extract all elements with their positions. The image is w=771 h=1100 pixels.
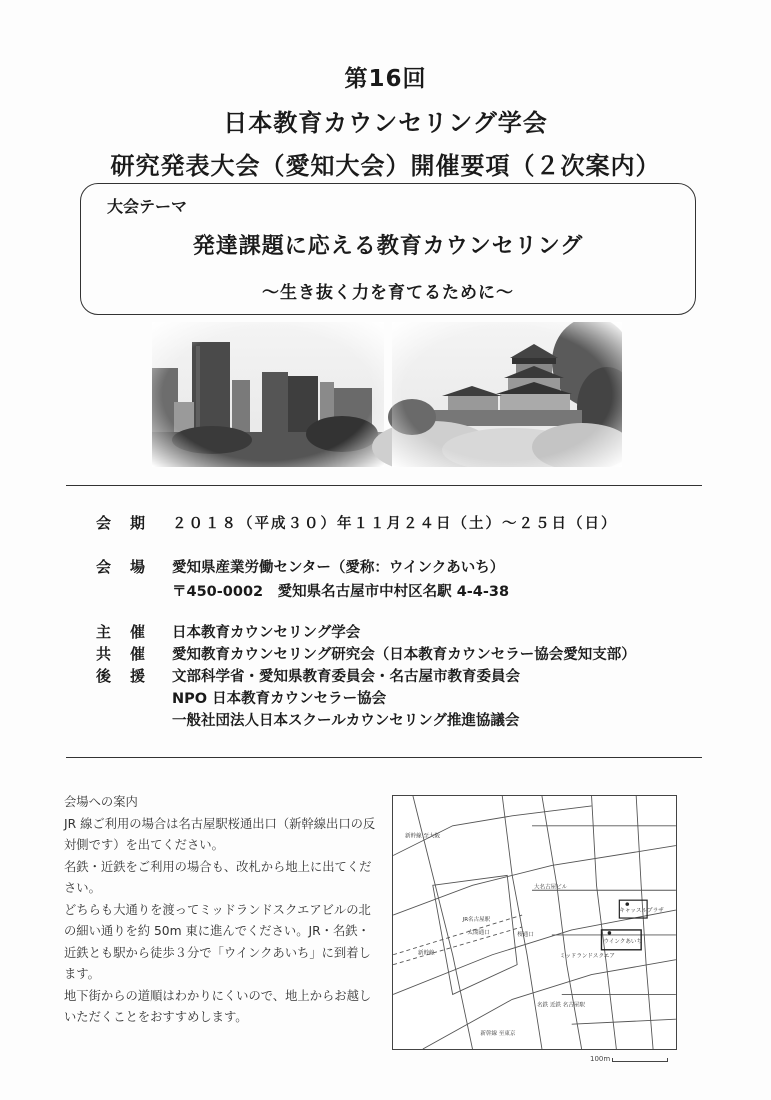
access-guide [64,792,378,1029]
host-value: 日本教育カウンセリング学会 [172,625,361,641]
access-paragraph: どちらも大通りを渡ってミッドランドスクエアビルの北の細い通りを約 50m 東に進んでください。JR・名鉄・近鉄とも駅から徒歩３分で「ウインクあいち」に到着します。 [64,902,371,981]
map-label-meitetsu: 名鉄 近鉄 名古屋駅 [536,1002,585,1009]
map-label-shinkansen-tokyo: 新幹線 至東京 [480,1031,516,1038]
venue-address: 〒450-0002 愛知県名古屋市中村区名駅 4-4-38 [172,584,510,600]
map-label-taiko-exit: 太閤通口 [467,929,490,936]
section-divider-top [66,485,702,486]
society-name: 日本教育カウンセリング学会 [223,109,548,137]
theme-subtitle: 〜生き抜く力を育てるために〜 [262,283,514,303]
venue-map [392,795,677,1050]
map-label-midland: ミッドランドスクエア [559,953,616,960]
theme-box [80,183,696,315]
host-label: 主 催 [96,623,148,641]
theme-title: 発達課題に応える教育カウンセリング [192,234,584,259]
access-paragraph: 地下街からの道順はわかりにくいので、地上からお越しいただくことをおすすめします。 [64,988,372,1024]
period-value: ２０１８（平成３０）年１１月２４日（土）〜２５日（日） [172,516,618,532]
map-scale-bar [612,1058,668,1062]
support-value-3: 一般社団法人日本スクールカウンセリング推進協議会 [172,713,520,729]
theme-label: 大会テーマ [107,197,188,216]
venue-label: 会 場 [96,558,148,576]
map-label-winc: ウインクあいち [603,938,643,945]
venue-name: 愛知県産業労働センター（愛称：ウインクあいち） [172,560,505,576]
cohost-label: 共 催 [96,645,148,663]
support-label: 後 援 [96,667,148,685]
map-label-dai-nagoya: 大名古屋ビル [534,884,568,891]
header-photos [152,322,622,467]
map-label-shinkansen-line: 新幹線 [417,950,435,957]
map-label-castle-plaza: キャッスルプラザ [619,908,664,915]
cohost-value: 愛知教育カウンセリング研究会（日本教育カウンセラー協会愛知支部） [172,647,636,663]
access-heading: 会場への案内 [64,795,138,809]
city-skyline-photo [152,322,384,467]
map-label-shinkansen-osaka: 新幹線 至大阪 [405,833,441,840]
section-divider-bottom [66,757,702,758]
period-label: 会 期 [96,514,148,532]
document-title: 研究発表大会（愛知大会）開催要項（２次案内） [110,152,661,180]
event-number: 第16回 [344,66,427,92]
support-value-2: NPO 日本教育カウンセラー協会 [172,691,387,707]
map-label-sakura-exit: 桜通口 [517,931,534,938]
access-paragraph: 名鉄・近鉄をご利用の場合も、改札から地上に出てください。 [64,859,372,895]
access-paragraph: JR 線ご利用の場合は名古屋駅桜通出口（新幹線出口の反対側です）を出てください。 [64,816,376,852]
nagoya-castle-photo [372,322,622,467]
map-scale-label: 100m [590,1055,611,1063]
support-value-1: 文部科学省・愛知県教育委員会・名古屋市教育委員会 [172,669,520,685]
map-label-jr-nagoya: JR名古屋駅 [462,917,491,924]
